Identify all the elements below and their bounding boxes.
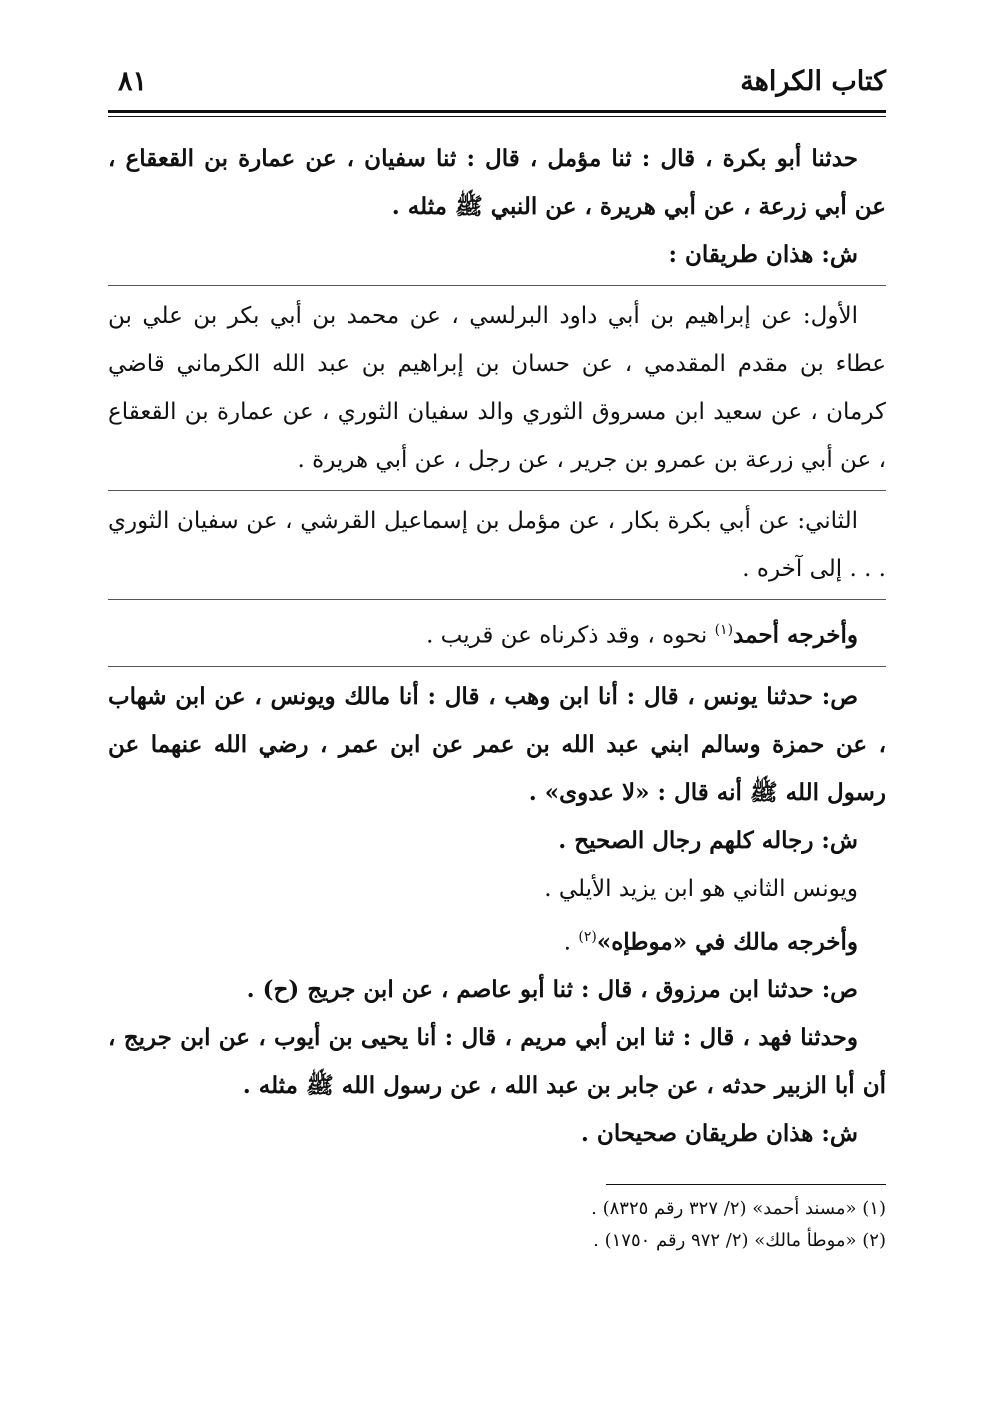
hadith-text: حدثنا أبو بكرة ، قال : ثنا مؤمل ، قال : ثنا سفيان ، عن عمارة بن القعقاع ، عن أبي زرعة ، عن أبي هريرة ، عن النبي ﷺ مثله . (108, 145, 886, 220)
hadith-text: وحدثنا فهد ، قال : ثنا ابن أبي مريم ، قال : أنا يحيى بن أيوب ، عن ابن جريج ، أن أبا الزبير حدثه ، عن جابر بن عبد الله ، عن رسول الله ﷺ مثله . (108, 1024, 886, 1100)
header-rule-thin (108, 116, 886, 117)
commentary-heading: ش: هذان طريقان : (668, 241, 858, 268)
header-rule-thick (108, 110, 886, 113)
section-divider (108, 490, 886, 491)
footnote-ref-2[interactable]: (٢) (578, 928, 597, 945)
book-page (108, 60, 886, 1417)
chapter-title: كتاب الكراهة (740, 66, 886, 97)
footnote-1: (١) «مسند أحمد» (٢/ ٣٢٧ رقم ٨٣٢٥) . (591, 1198, 886, 1220)
commentary-line: ويونس الثاني هو ابن يزيد الأيلي . (544, 875, 858, 902)
hadith-text: ص: حدثنا ابن مرزوق ، قال : ثنا أبو عاصم ، عن ابن جريج (ح) . (246, 976, 858, 1004)
first-chain: الأول: عن إبراهيم بن أبي داود البرلسي ، عن محمد بن أبي بكر بن علي بن عطاء بن مقدم المقدمي ، عن حسان بن إبراهيم بن عبد الله الكرماني قاضي كرمان ، عن سعيد ابن مسروق الثوري والد سفيان الثوري ، عن عمارة بن القعقاع ، عن أبي زرعة بن عمرو بن جرير ، عن رجل ، عن أبي هريرة . (108, 303, 886, 473)
section-divider (108, 666, 886, 667)
page-body (108, 135, 886, 1158)
takhrij-malik: وأخرجه مالك في «موطإه»$^{(٢)}$ . (563, 928, 858, 956)
footnote-ref-1[interactable]: (١) (714, 622, 734, 638)
page-number: ٨١ (118, 66, 148, 97)
commentary-line: ش: رجاله كلهم رجال الصحيح . (558, 826, 858, 854)
second-chain: الثاني: عن أبي بكرة بكار ، عن مؤمل بن إسماعيل القرشي ، عن سفيان الثوري . . . إلى آخره . (108, 508, 886, 582)
running-header (108, 60, 886, 108)
commentary-line: ش: هذان طريقان صحيحان . (580, 1120, 858, 1148)
section-divider (108, 285, 886, 286)
footnote-rule (606, 1184, 886, 1185)
takhrij-ahmad: وأخرجه أحمد$^{(١)}$ نحوه ، وقد ذكرناه عن قريب . (426, 621, 858, 649)
hadith-text: ص: حدثنا يونس ، قال : أنا ابن وهب ، قال : أنا مالك ويونس ، عن ابن شهاب ، عن حمزة وسالم ابني عبد الله بن عمر عن ابن عمر ، رضي الله عنهما عن رسول الله ﷺ أنه قال : «لا عدوى» . (108, 682, 886, 806)
section-divider (108, 599, 886, 600)
footnote-2: (٢) «موطأ مالك» (٢/ ٩٧٢ رقم ١٧٥٠) . (593, 1230, 886, 1252)
